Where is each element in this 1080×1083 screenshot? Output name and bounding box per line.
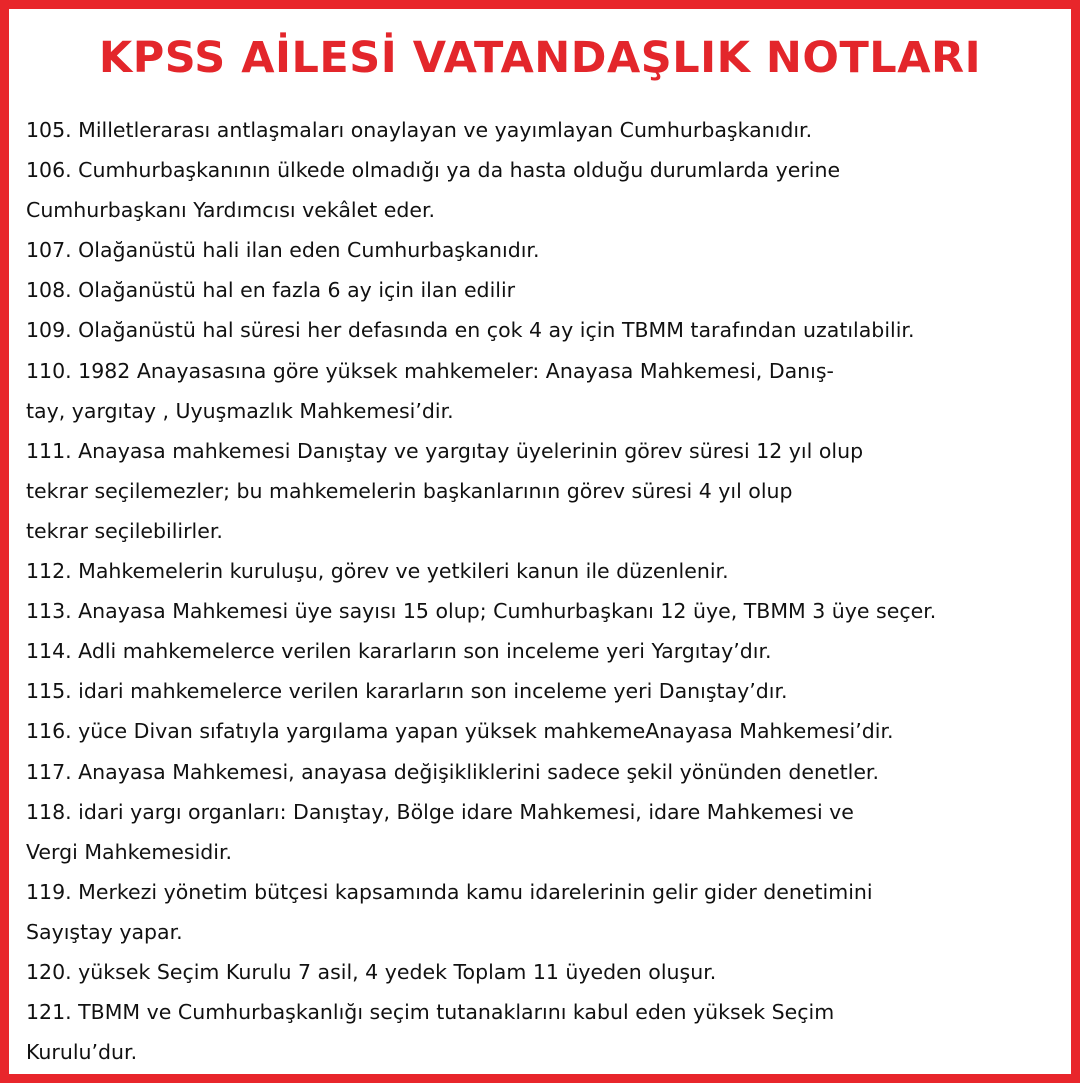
note-line: 112. Mahkemelerin kuruluşu, görev ve yetkileri kanun ile düzenlenir.	[26, 559, 729, 584]
note-line: 116. yüce Divan sıfatıyla yargılama yapan yüksek mahkemeAnayasa Mahkemesi’dir.	[26, 719, 894, 744]
note-line: 120. yüksek Seçim Kurulu 7 asil, 4 yedek Toplam 11 üyeden oluşur.	[26, 959, 717, 984]
note-line: Kurulu’dur.	[26, 1040, 138, 1065]
note-line: 110. 1982 Anayasasına göre yüksek mahkemeler: Anayasa Mahkemesi, Danış-	[26, 358, 834, 383]
note-line: Vergi Mahkemesidir.	[26, 839, 233, 864]
note-line: 119. Merkezi yönetim bütçesi kapsamında kamu idarelerinin gelir gider denetimini	[26, 879, 873, 904]
notes-list	[26, 110, 1066, 1072]
note-line: 117. Anayasa Mahkemesi, anayasa değişikliklerini sadece şekil yönünden denetler.	[26, 759, 879, 784]
note-line: Sayıştay yapar.	[26, 919, 183, 944]
note-line: tay, yargıtay , Uyuşmazlık Mahkemesi’dir.	[26, 398, 454, 423]
note-line: tekrar seçilebilirler.	[26, 518, 223, 543]
note-line: 114. Adli mahkemelerce verilen kararların son inceleme yeri Yargıtay’dır.	[26, 639, 772, 664]
note-line: 105. Milletlerarası antlaşmaları onaylayan ve yayımlayan Cumhurbaşkanıdır.	[26, 118, 813, 142]
note-line: 106. Cumhurbaşkanının ülkede olmadığı ya da hasta olduğu durumlarda yerine	[26, 158, 841, 183]
note-line: 121. TBMM ve Cumhurbaşkanlığı seçim tutanaklarını kabul eden yüksek Seçim	[26, 1000, 835, 1025]
note-line: 113. Anayasa Mahkemesi üye sayısı 15 olup; Cumhurbaşkanı 12 üye, TBMM 3 üye seçer.	[26, 599, 937, 624]
note-line: 108. Olağanüstü hal en fazla 6 ay için ilan edilir	[26, 278, 516, 303]
note-line: 107. Olağanüstü hali ilan eden Cumhurbaşkanıdır.	[26, 238, 540, 263]
note-line: Cumhurbaşkanı Yardımcısı vekâlet eder.	[26, 198, 436, 223]
note-line: 109. Olağanüstü hal süresi her defasında en çok 4 ay için TBMM tarafından uzatılabilir.	[26, 318, 915, 343]
note-line: 111. Anayasa mahkemesi Danıştay ve yargıtay üyelerinin görev süresi 12 yıl olup	[26, 438, 864, 463]
note-line: 118. idari yargı organları: Danıştay, Bölge idare Mahkemesi, idare Mahkemesi ve	[26, 799, 854, 824]
note-line: 115. idari mahkemelerce verilen kararların son inceleme yeri Danıştay’dır.	[26, 679, 788, 704]
note-line: tekrar seçilemezler; bu mahkemelerin başkanlarının görev süresi 4 yıl olup	[26, 478, 793, 503]
page-title: KPSS AİLESİ VATANDAŞLIK NOTLARI	[98, 33, 982, 83]
